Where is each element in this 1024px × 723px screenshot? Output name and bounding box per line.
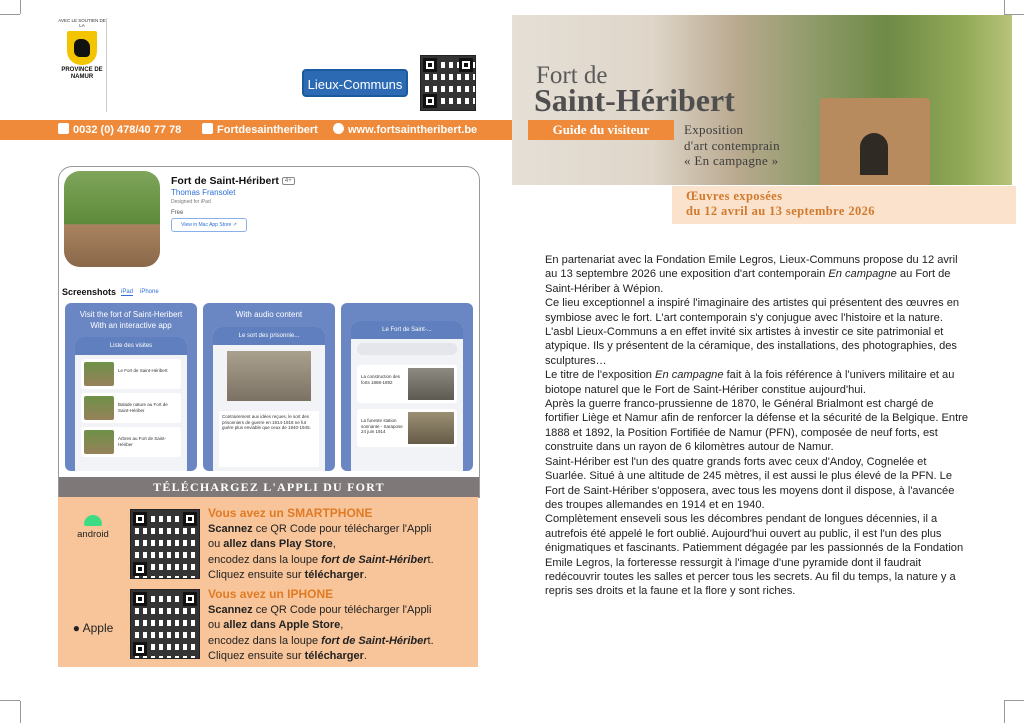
app-designed-for: Designed for iPad — [171, 199, 211, 205]
app-price: Free — [171, 210, 184, 216]
tab-ipad[interactable]: iPad — [121, 289, 134, 295]
list-item: Le Fort de Saint-Héribert — [118, 368, 168, 373]
crop-mark — [1004, 0, 1005, 14]
guide-label: Guide du visiteur — [528, 120, 674, 140]
exhibition-title — [684, 122, 780, 169]
article-paragraph: Ce lieu exceptionnel a inspiré l'imaginaire des artistes qui présentent des œuvres en symbiose avec le fort. L'art contemporain s'y conjugue avec l'histoire et la nature. — [545, 297, 960, 324]
list-item: Balade nature au Fort de Saint-Hériber — [118, 402, 168, 413]
contact-bar — [0, 120, 512, 140]
crop-mark — [1004, 701, 1005, 723]
dates-line: Œuvres exposées — [686, 189, 783, 203]
search-input[interactable] — [357, 343, 457, 355]
screenshot-caption: With an interactive app — [90, 321, 172, 330]
contact-phone[interactable]: 0032 (0) 478/40 77 78 — [73, 124, 182, 136]
app-screenshot[interactable] — [341, 303, 473, 471]
apple-label: Apple — [82, 621, 114, 635]
province-name: PROVINCE DE NAMUR — [61, 67, 103, 80]
expo-line: d'art contemprain — [684, 137, 780, 153]
apple-heading: Vous avez un IPHONE — [208, 587, 334, 601]
apple-qr-code — [130, 589, 200, 659]
download-panel — [58, 497, 478, 667]
age-rating-badge: 4+ — [282, 177, 295, 185]
crop-mark — [0, 700, 20, 701]
website-qr-code — [420, 55, 476, 111]
article-paragraph: L'asbl Lieux-Communs a en effet invité six artistes à investir ce site patrimonial et atypique. Ils y présentent de la céramique, des installations, des photographies, des sculptures… — [545, 326, 957, 367]
crop-mark — [20, 0, 21, 14]
exhibition-dates — [672, 186, 1016, 224]
app-icon — [64, 171, 160, 267]
province-shield-icon — [67, 31, 97, 65]
android-heading: Vous avez un SMARTPHONE — [208, 506, 373, 520]
download-banner: TÉLÉCHARGEZ L'APPLI DU FORT — [59, 477, 479, 497]
contact-facebook[interactable]: Fortdesaintheribert — [217, 124, 318, 136]
list-item: Arbres au Fort de Saint-Hériber — [118, 436, 167, 447]
app-developer[interactable]: Thomas Fransolet — [171, 188, 236, 197]
article-paragraph: Complètement enseveli sous les décombres pendant de longues décennies, il a autrefois été appelé le fort oublié. Aujourd'hui ouvert au public, il est l'un des plus énigmatiques et fascinants. Patiemment dégagée par les passionnés de la Fondation Emile Legros, la forteresse ressurgit à l'image d'une pyramide dont il faudrait redécouvrir toutes les salles et percer tous les secrets. Au fil du temps, la nature y a repris ses droits et la faune et la flore y sont riches. — [545, 513, 964, 598]
screen-title: Le Fort de Saint-... — [351, 321, 463, 339]
page-title-line1: Fort de — [536, 62, 608, 89]
app-name: Fort de Saint-Héribert 4+ — [171, 175, 295, 187]
screenshot-caption: With audio content — [235, 310, 303, 319]
article-body — [545, 253, 969, 599]
tab-iphone[interactable]: iPhone — [140, 289, 159, 295]
article-paragraph: Saint-Hériber est l'un des quatre grands forts avec ceux d'Andoy, Cognelée et Suarlée. Situé à une altitude de 245 mètres, il est aussi le plus élevé de la PFN. Le Fort de Saint-Hériber s'opposera, avec tous les moyens dont il dispose, à l'avancée des troupes allemandes en 1914 et en 1940. — [545, 455, 955, 511]
facebook-icon — [202, 123, 213, 134]
phone-icon — [58, 123, 69, 134]
lieux-communs-logo: Lieux-Communs — [302, 69, 408, 97]
contact-website[interactable]: www.fortsaintheribert.be — [348, 124, 478, 136]
article-paragraph: Après la guerre franco-prussienne de 1870, le Général Brialmont est chargé de fortifier Liège et Namur afin de renforcer la défense et la sécurité de la Belgique. Entre 1888 et 1892, la Position Fortifiée de Namur (PFN), composée de neuf forts, est construite dans un rayon de 6 kilomètres autour de Namur. — [545, 398, 969, 454]
screen-title: Liste des visites — [75, 337, 187, 355]
fort-entrance-image — [790, 88, 960, 185]
screenshots-heading: Screenshots — [62, 287, 117, 297]
article-paragraph: Le titre de l'exposition En campagne fait à la fois référence à l'univers militaire et au biotope naturel que le Fort de Saint-Hériber constitue aujourd'hui. — [545, 369, 955, 396]
audio-text: Contrairement aux idées reçues, le sort des prisonniers de guerre en 1914-1918 ne fut guère plus enviable que ceux de 1940-1945. — [219, 411, 319, 467]
list-item: La construction des forts 1888-1892 — [361, 374, 401, 385]
web-icon — [333, 123, 344, 134]
crop-mark — [20, 701, 21, 723]
apple-instructions: Vous avez un IPHONE Scannez ce QR Code pour télécharger l'Appli ou allez dans Apple Store, encodez dans la loupe fort de Saint-Héribert. Cliquez ensuite sur télécharger. — [208, 587, 478, 665]
crop-mark — [1004, 700, 1024, 701]
android-instructions: Vous avez un SMARTPHONE Scannez ce QR Code pour télécharger l'Appli ou allez dans Play Store, encodez dans la loupe fort de Saint-Héribert. Cliquez ensuite sur télécharger. — [208, 506, 478, 584]
list-item: La funeste station sonnante - Sarapose 24 juin 1914 — [361, 418, 403, 434]
screenshot-caption: Visit the fort of Saint-Heribert — [79, 310, 183, 319]
archive-photo — [227, 351, 311, 401]
android-logo — [68, 515, 118, 540]
expo-line: « En campagne » — [684, 153, 779, 168]
app-screenshot[interactable] — [65, 303, 197, 471]
article-paragraph: En partenariat avec la Fondation Emile Legros, Lieux-Communs propose du 12 avril au 13 septembre 2026 une exposition d'art contemporain En campagne au Fort de Saint-Hériber à Wépion. — [545, 254, 958, 295]
view-in-store-button[interactable]: View in Mac App Store ↗ — [171, 218, 247, 232]
province-logo — [58, 18, 107, 112]
crop-mark — [0, 14, 20, 15]
page-title-line2: Saint-Héribert — [534, 82, 735, 118]
apple-logo — [68, 621, 118, 635]
apple-icon: ● — [72, 621, 80, 635]
screen-title: Le sort des prisonnie... — [213, 327, 325, 345]
province-tag: AVEC LE SOUTIEN DE LA — [58, 18, 106, 28]
app-store-card — [58, 166, 480, 498]
android-label: android — [77, 529, 109, 540]
android-qr-code — [130, 509, 200, 579]
expo-line: Exposition — [684, 122, 744, 137]
dates-line: du 12 avril au 13 septembre 2026 — [686, 204, 875, 218]
android-icon — [84, 515, 102, 526]
app-screenshot[interactable] — [203, 303, 335, 471]
